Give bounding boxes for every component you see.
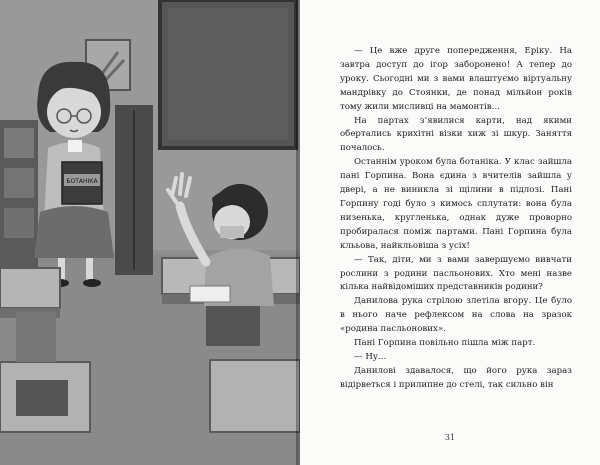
book-label: БОТАНІКА (66, 178, 98, 185)
text-page (300, 0, 600, 465)
chair (16, 312, 56, 362)
desk (210, 360, 300, 432)
paragraph: Данилова рука стрілою злетіла вгору. Це було в нього наче рефлексом на слова на зразок «родина пасльонових». (340, 296, 572, 335)
paragraph: — Це вже друге попередження, Еріку. На завтра доступ до ігор заборонено! А тепер до уроку. Сьогодні ми з вами влаштуємо віртуальну мандрівку до Стоянки, де понад мільйон років тому жили мисливці на мамонтів… (340, 46, 572, 112)
paragraph: Останнім уроком була ботаніка. У клас зайшла пані Горпина. Вона єдина з вчителів зайшла у двері, а не виникла зі щілини в підлозі. Пані Горпину годі було з кимось сплутати: вона була низенька, кругленька, однак дуже проворно пробиралася поміж партами. Пані Горпина була клььова, найкльовіша з усіх! (340, 157, 572, 251)
desk (0, 268, 60, 308)
paragraph: Пані Горпина повільно пішла між парт. (354, 338, 536, 349)
paragraph: — Так, діти, ми з вами завершуємо вивчати рослини з родини пасльонових. Хто мені назве кілька найвідоміших представників родини? (340, 254, 572, 293)
paragraph: На партах з’явилися карти, над якими обертались крихітні візки хиж зі шкур. Заняття почалось. (340, 115, 572, 154)
story-text (340, 45, 572, 393)
paragraph: — Ну… (354, 351, 387, 362)
paragraph: Даниловi здавалося, що його рука зараз відірветься і прилипне до стелі, так сильно він (340, 365, 572, 390)
page-number: 31 (444, 433, 456, 442)
